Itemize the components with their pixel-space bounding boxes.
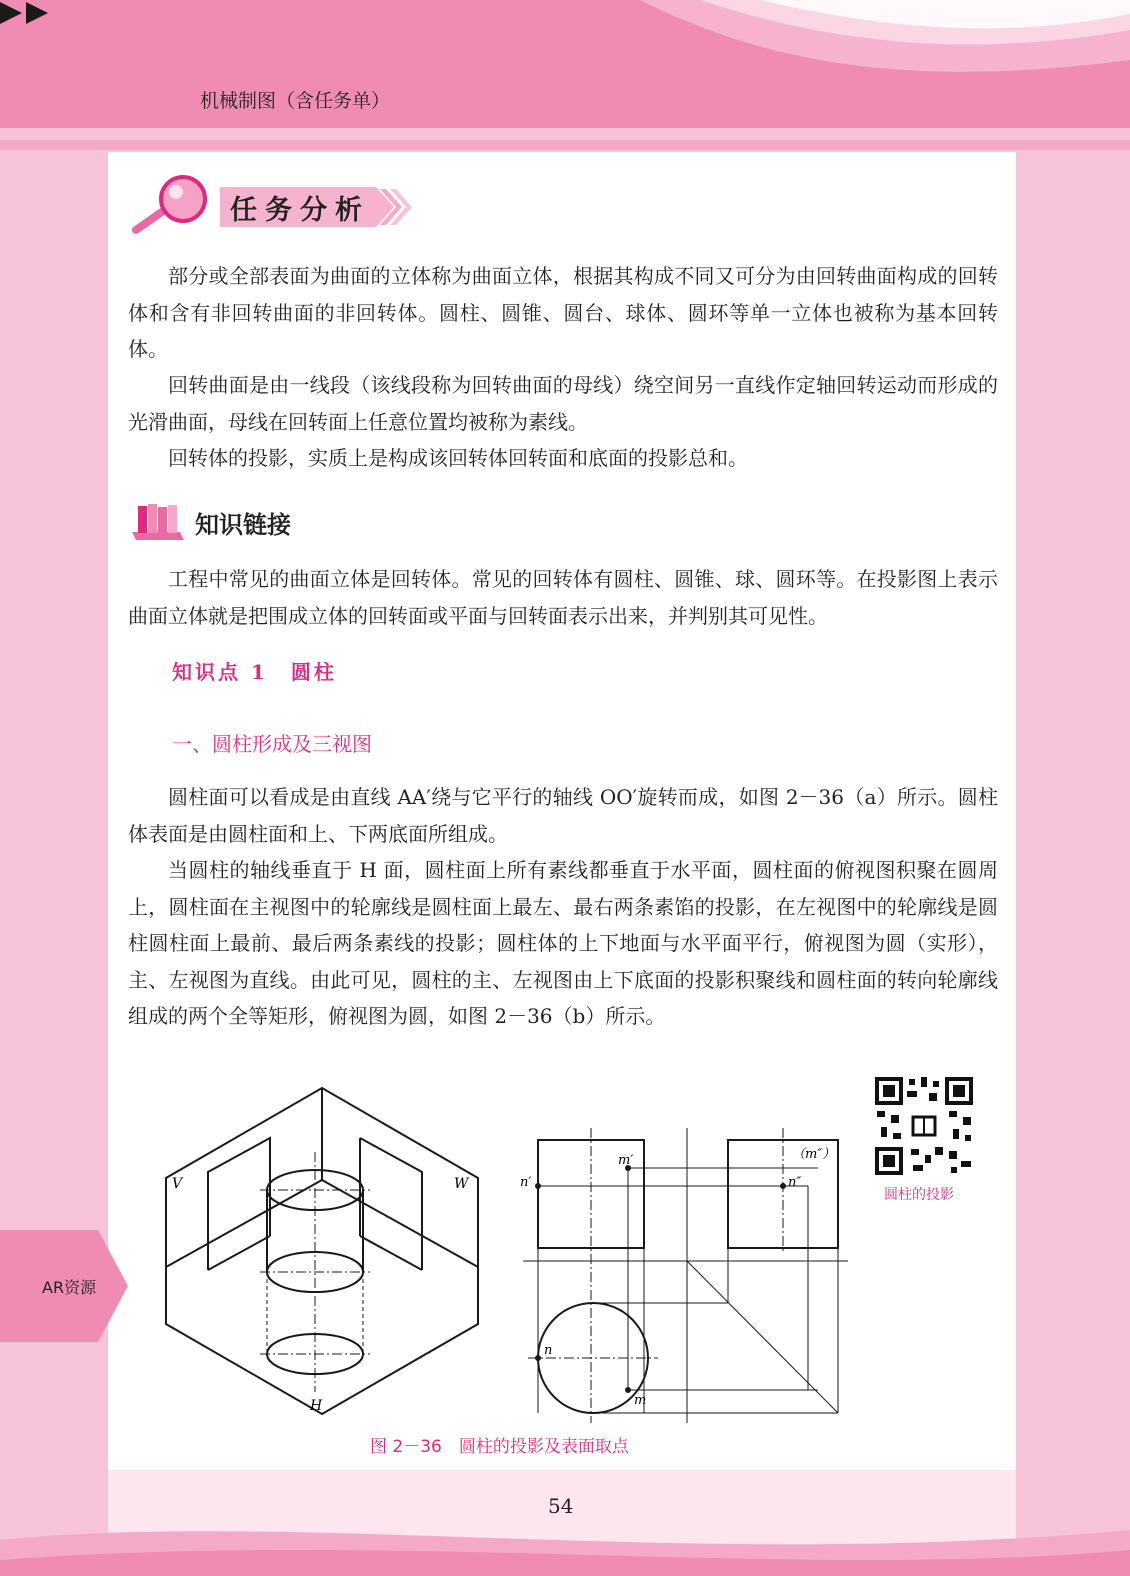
cylinder-isometric-figure (160, 1082, 490, 1422)
point-n-prime-label: n′ (520, 1175, 532, 1190)
knowledge-link-title: 知识链接 (195, 511, 291, 539)
footer-wave-decoration (0, 1470, 1130, 1576)
qr-code-icon[interactable] (873, 1075, 975, 1177)
cylinder-three-views-figure (518, 1128, 853, 1423)
books-icon (130, 502, 186, 542)
knowledge-point-label: 知识点 1 圆柱 (172, 660, 337, 684)
page-number: 54 (548, 1494, 574, 1518)
point-m-label: m (634, 1393, 647, 1408)
page-header (0, 0, 1130, 150)
task-analysis-title: 任务分析 (230, 195, 370, 226)
section-paragraph-1: 圆柱面可以看成是由直线 AA′绕与它平行的轴线 OO′旋转而成，如图 2－36（a）所示。圆柱体表面是由圆柱面和上、下两底面所组成。 (128, 785, 998, 846)
task-paragraph-1: 部分或全部表面为曲面的立体称为曲面立体，根据其构成不同又可分为由回转曲面构成的回转体和含有非回转曲面的非回转体。圆柱、圆锥、圆台、球体、圆环等单一立体也被称为基本回转体。 (128, 264, 998, 361)
point-n-label: n (544, 1343, 553, 1358)
plane-v-label: V (172, 1176, 183, 1192)
knowledge-paragraph: 工程中常见的曲面立体是回转体。常见的回转体有圆柱、圆锥、球、圆环等。在投影图上表示曲面立体就是把围成立体的回转面或平面与回转面表示出来，并判别其可见性。 (128, 567, 998, 628)
plane-w-label: W (454, 1176, 469, 1192)
book-title: 机械制图（含任务单） (200, 90, 391, 112)
task-paragraph-3: 回转体的投影，实质上是构成该回转体回转面和底面的投影总和。 (168, 446, 748, 470)
figure-caption: 图 2－36 圆柱的投影及表面取点 (370, 1437, 629, 1457)
double-arrow-icon (0, 0, 60, 26)
section-heading: 一、圆柱形成及三视图 (172, 732, 372, 756)
section-paragraph-2: 当圆柱的轴线垂直于 H 面，圆柱面上所有素线都垂直于水平面，圆柱面的俯视图积聚在圆周上，圆柱面在主视图中的轮廓线是圆柱面上最左、最右两条素馅的投影，在左视图中的轮廓线是圆柱圆柱面上最前、最后两条素线的投影；圆柱体的上下地面与水平面平行，俯视图为圆（实形），主、左视图为直线。由此可见，圆柱的主、左视图由上下底面的投影积聚线和圆柱面的转向轮廓线组成的两个全等矩形，俯视图为圆，如图 2－36（b）所示。 (128, 858, 998, 1028)
point-m-double-prime-label: （m″） (792, 1147, 836, 1162)
point-m-prime-label: m′ (618, 1153, 634, 1168)
task-paragraph-2: 回转曲面是由一线段（该线段称为回转曲面的母线）绕空间另一直线作定轴回转运动而形成的光滑曲面，母线在回转面上任意位置均被称为素线。 (128, 373, 998, 434)
plane-h-label: H (310, 1398, 323, 1414)
header-wave-decoration (0, 0, 1130, 150)
ar-resource-label[interactable]: AR资源 (42, 1278, 97, 1297)
qr-caption: 圆柱的投影 (884, 1187, 954, 1203)
point-n-double-prime-label: n″ (788, 1175, 802, 1190)
